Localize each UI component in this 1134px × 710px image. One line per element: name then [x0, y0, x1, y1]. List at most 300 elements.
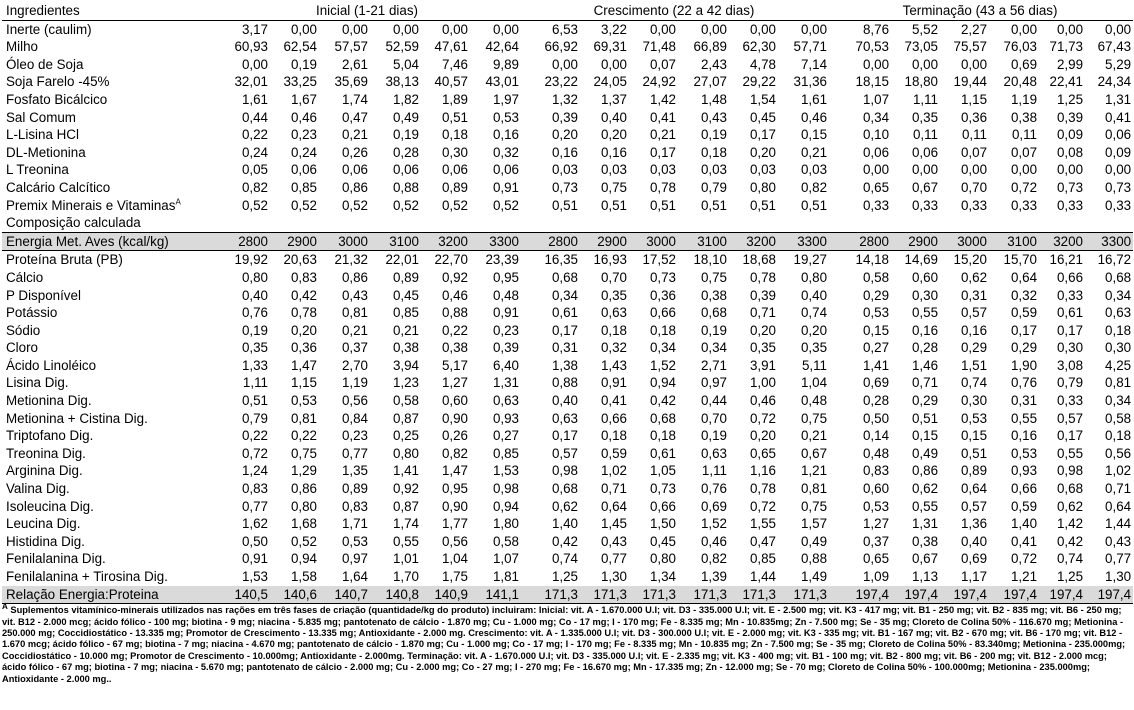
table-cell: 32,01: [234, 74, 268, 90]
table-cell: 0,75: [800, 498, 828, 514]
table-cell: 197,4: [829, 586, 891, 604]
table-cell: 0,40: [960, 533, 988, 549]
table-cell: 0,21: [392, 322, 419, 338]
table-cell: 0,85: [290, 179, 317, 195]
table-cell: 0,29: [960, 340, 988, 356]
composition-title-row: [2, 214, 1133, 232]
row-label: [2, 445, 215, 463]
table-cell: 15,20: [953, 252, 988, 268]
table-cell: 0,37: [862, 533, 890, 549]
table-cell: 0,83: [290, 269, 317, 285]
table-cell: 0,48: [800, 393, 828, 409]
table-cell: 0,00: [551, 56, 578, 72]
table-cell: 0,76: [241, 305, 268, 321]
table-cell: 0,30: [1105, 340, 1132, 356]
table-cell: 0,88: [441, 305, 468, 321]
row-label-text: DL-Metionina: [6, 144, 86, 160]
table-cell: 0,42: [649, 393, 676, 409]
table-cell: 0,00: [1056, 162, 1084, 178]
table-cell: 0,20: [749, 322, 776, 338]
table-cell: 0,69: [700, 498, 727, 514]
row-label-text: Isoleucina Dig.: [6, 498, 94, 514]
table-cell: 0,24: [290, 144, 317, 160]
table-row: [2, 533, 1133, 551]
table-cell: 3100: [370, 232, 421, 251]
table-cell: 1,97: [492, 91, 519, 107]
table-cell: 0,82: [800, 179, 828, 195]
table-cell: 0,62: [1056, 498, 1084, 514]
table-cell: 0,22: [441, 322, 468, 338]
table-cell: 0,74: [551, 551, 578, 567]
table-cell: 0,20: [600, 127, 627, 143]
table-cell: 0,98: [551, 463, 578, 479]
table-cell: 1,15: [960, 91, 988, 107]
table-cell: 0,85: [492, 445, 519, 461]
table-cell: 0,91: [241, 551, 268, 567]
table-cell: 0,06: [492, 162, 519, 178]
table-cell: 0,60: [441, 393, 468, 409]
table-row: [2, 480, 1133, 498]
row-label: [2, 269, 215, 287]
table-cell: 0,57: [551, 445, 578, 461]
table-cell: 66,89: [693, 39, 727, 55]
table-cell: 140,6: [270, 586, 319, 604]
table-cell: 0,74: [1056, 551, 1084, 567]
table-cell: 2900: [270, 232, 319, 251]
row-label: [2, 251, 215, 269]
table-cell: 0,37: [341, 340, 368, 356]
table-cell: 0,16: [960, 322, 988, 338]
table-cell: 0,51: [551, 197, 578, 213]
table-cell: 0,75: [600, 179, 627, 195]
row-label-text: Soja Farelo -45%: [6, 74, 110, 90]
table-cell: 0,11: [912, 127, 939, 143]
table-cell: 2,61: [341, 56, 368, 72]
table-cell: 33,25: [283, 74, 317, 90]
table-cell: 1,40: [551, 516, 578, 532]
table-row: [2, 568, 1133, 586]
table-cell: 0,93: [1010, 463, 1038, 479]
table-cell: 0,86: [290, 481, 317, 497]
table-cell: 0,09: [1056, 127, 1084, 143]
row-label-text: Proteína Bruta (PB): [6, 252, 123, 268]
row-label: [2, 322, 215, 340]
table-cell: 0,60: [911, 269, 939, 285]
row-label: [2, 73, 215, 91]
table-cell: 0,88: [551, 375, 578, 391]
table-cell: 0,30: [960, 393, 988, 409]
table-cell: 0,95: [441, 481, 468, 497]
row-label-text: Treonina Dig.: [6, 445, 86, 461]
table-cell: 0,19: [392, 127, 419, 143]
table-cell: 1,62: [241, 516, 268, 532]
table-cell: 0,38: [1010, 109, 1038, 125]
table-cell: 1,29: [290, 463, 317, 479]
table-cell: 0,35: [600, 287, 627, 303]
table-cell: 40,57: [434, 74, 468, 90]
table-cell: 0,23: [290, 127, 317, 143]
table-cell: 1,48: [700, 91, 727, 107]
table-cell: 0,90: [441, 410, 468, 426]
table-cell: 0,68: [700, 305, 727, 321]
table-cell: 0,51: [241, 393, 268, 409]
table-cell: 1,04: [441, 551, 468, 567]
table-cell: 22,01: [385, 252, 419, 268]
table-cell: 5,29: [1105, 56, 1132, 72]
table-cell: 0,17: [551, 322, 578, 338]
table-cell: 73,05: [904, 39, 939, 55]
row-label-text: Metionina Dig.: [6, 393, 92, 409]
table-cell: 0,68: [551, 269, 578, 285]
table-cell: 0,45: [649, 533, 676, 549]
table-cell: 0,28: [911, 340, 939, 356]
table-cell: 0,51: [749, 197, 776, 213]
table-cell: 0,64: [1105, 498, 1132, 514]
row-label-text: Fosfato Bicálcico: [6, 91, 108, 107]
table-cell: 0,38: [441, 340, 468, 356]
table-cell: 0,62: [551, 498, 578, 514]
table-cell: 0,67: [911, 551, 939, 567]
table-cell: 0,81: [290, 410, 317, 426]
group-header-inicial: Inicial (1-21 dias): [215, 2, 521, 20]
table-cell: 0,65: [862, 179, 890, 195]
table-cell: 0,20: [749, 428, 776, 444]
table-cell: 18,68: [742, 252, 776, 268]
table-cell: 0,33: [960, 197, 988, 213]
table-cell: 0,39: [749, 287, 776, 303]
table-cell: 0,21: [800, 144, 828, 160]
table-cell: 0,29: [911, 393, 939, 409]
table-cell: 0,51: [960, 445, 988, 461]
table-cell: 0,63: [600, 305, 627, 321]
table-cell: 0,21: [649, 127, 676, 143]
row-label: [2, 197, 215, 215]
table-cell: 0,34: [1105, 287, 1132, 303]
table-cell: 0,95: [492, 269, 519, 285]
table-cell: 18,15: [855, 74, 890, 90]
table-cell: 0,81: [800, 481, 828, 497]
table-cell: 0,40: [600, 109, 627, 125]
table-cell: 1,11: [701, 463, 727, 479]
table-cell: 0,25: [392, 428, 419, 444]
table-cell: 0,40: [800, 287, 828, 303]
table-cell: 57,57: [334, 39, 368, 55]
table-cell: 0,46: [800, 109, 828, 125]
table-cell: 0,81: [341, 305, 368, 321]
table-cell: 0,22: [290, 428, 317, 444]
table-cell: 0,53: [960, 410, 988, 426]
table-cell: 0,51: [911, 410, 939, 426]
table-cell: 0,89: [960, 463, 988, 479]
table-cell: 0,82: [700, 551, 727, 567]
table-cell: 1,37: [600, 91, 627, 107]
table-cell: 1,74: [341, 91, 368, 107]
table-cell: 0,09: [1105, 144, 1132, 160]
row-label: [2, 161, 215, 179]
table-cell: 0,16: [911, 322, 939, 338]
table-cell: 0,65: [862, 551, 890, 567]
table-cell: 0,72: [1010, 179, 1038, 195]
table-cell: 0,03: [600, 162, 627, 178]
table-cell: 171,3: [521, 586, 580, 604]
table-cell: 57,71: [793, 39, 828, 55]
table-row: [2, 498, 1133, 516]
table-cell: 0,23: [492, 322, 519, 338]
table-cell: 18,80: [904, 74, 939, 90]
table-cell: 35,69: [334, 74, 368, 90]
table-cell: 0,79: [1056, 375, 1084, 391]
table-cell: 0,43: [341, 287, 368, 303]
row-label: [2, 480, 215, 498]
table-cell: 0,80: [290, 498, 317, 514]
table-cell: 62,54: [283, 39, 317, 55]
table-cell: 0,52: [290, 533, 317, 549]
row-label: [2, 20, 215, 38]
table-cell: 24,34: [1097, 74, 1132, 90]
table-cell: 1,53: [241, 569, 268, 584]
table-cell: 0,73: [1056, 179, 1084, 195]
table-cell: 0,34: [700, 340, 727, 356]
table-cell: 0,72: [749, 498, 776, 514]
table-cell: 0,49: [392, 109, 419, 125]
table-cell: 0,47: [749, 533, 776, 549]
table-cell: 8,76: [862, 21, 890, 37]
row-label: [2, 91, 215, 109]
table-cell: 0,30: [911, 287, 939, 303]
table-cell: 0,00: [1010, 162, 1038, 178]
table-row: [2, 197, 1133, 215]
table-cell: 0,66: [600, 410, 627, 426]
table-cell: 140,7: [319, 586, 370, 604]
table-cell: 14,69: [904, 252, 939, 268]
table-cell: 0,00: [341, 21, 368, 37]
table-cell: 19,44: [953, 74, 988, 90]
table-cell: 1,30: [600, 569, 627, 584]
table-cell: 0,71: [1105, 481, 1132, 497]
row-label-text: Cálcio: [6, 269, 44, 285]
row-label: [2, 515, 215, 533]
table-cell: 0,64: [960, 481, 988, 497]
table-cell: 5,52: [911, 21, 939, 37]
table-row: [2, 322, 1133, 340]
table-cell: 1,38: [551, 357, 578, 373]
table-cell: 6,40: [492, 357, 519, 373]
table-cell: 0,49: [911, 445, 939, 461]
table-cell: 0,76: [700, 481, 727, 497]
table-row: [2, 287, 1133, 305]
table-cell: 0,71: [749, 305, 776, 321]
table-cell: 0,64: [1010, 269, 1038, 285]
table-cell: 0,52: [241, 197, 268, 213]
table-cell: 0,58: [1105, 410, 1132, 426]
footnote-marker: A: [175, 197, 181, 207]
table-cell: 3000: [629, 232, 678, 251]
table-cell: 0,98: [492, 481, 519, 497]
table-cell: 1,39: [700, 569, 727, 584]
table-row: [2, 161, 1133, 179]
table-cell: 1,42: [649, 91, 676, 107]
table-cell: 0,47: [341, 109, 368, 125]
table-cell: 0,38: [392, 340, 419, 356]
row-label-text: Cloro: [6, 340, 38, 356]
table-cell: 15,70: [1003, 252, 1038, 268]
table-cell: 0,80: [649, 551, 676, 567]
table-cell: 0,40: [241, 287, 268, 303]
group-header-terminacao: Terminação (43 a 56 dias): [829, 2, 1133, 20]
table-row: [2, 357, 1133, 375]
table-cell: 1,51: [960, 357, 988, 373]
table-cell: 1,58: [290, 569, 317, 584]
table-cell: 0,73: [649, 269, 676, 285]
table-cell: 0,80: [392, 445, 419, 461]
table-cell: 1,21: [800, 463, 828, 479]
table-cell: 0,91: [492, 179, 519, 195]
table-cell: 1,02: [1105, 463, 1132, 479]
table-cell: 1,50: [649, 516, 676, 532]
table-cell: 0,20: [290, 322, 317, 338]
table-cell: 1,35: [341, 463, 368, 479]
table-cell: 0,18: [1105, 428, 1132, 444]
table-cell: 0,55: [1010, 410, 1038, 426]
table-cell: 0,11: [961, 127, 988, 143]
table-cell: 0,86: [911, 463, 939, 479]
table-cell: 0,69: [960, 551, 988, 567]
table-cell: 0,89: [392, 269, 419, 285]
table-cell: 1,49: [800, 569, 828, 584]
table-cell: 0,52: [290, 197, 317, 213]
table-cell: 1,68: [290, 516, 317, 532]
table-cell: 0,68: [649, 410, 676, 426]
table-cell: 0,64: [600, 498, 627, 514]
table-cell: 0,00: [960, 162, 988, 178]
table-cell: 0,21: [341, 127, 368, 143]
table-cell: 0,87: [392, 410, 419, 426]
table-cell: 0,77: [241, 498, 268, 514]
table-cell: 0,28: [392, 144, 419, 160]
table-cell: 0,78: [749, 481, 776, 497]
table-cell: 0,17: [649, 144, 676, 160]
table-cell: 0,59: [600, 445, 627, 461]
table-cell: 1,57: [800, 516, 828, 532]
row-label: [2, 179, 215, 197]
table-cell: 1,00: [749, 375, 776, 391]
table-cell: 0,55: [911, 498, 939, 514]
table-row: [2, 427, 1133, 445]
table-cell: 0,68: [1056, 481, 1084, 497]
table-cell: 1,80: [492, 516, 519, 532]
table-cell: 0,42: [1056, 533, 1084, 549]
ingredients-header: Ingredientes: [2, 2, 215, 20]
table-cell: 0,42: [551, 533, 578, 549]
table-cell: 0,36: [649, 287, 676, 303]
table-cell: 0,57: [960, 305, 988, 321]
table-cell: 0,80: [800, 269, 828, 285]
table-cell: 1,02: [600, 463, 627, 479]
table-cell: 0,00: [800, 21, 828, 37]
table-cell: 2,99: [1056, 56, 1084, 72]
table-cell: 140,8: [370, 586, 421, 604]
table-cell: 0,77: [341, 445, 368, 461]
table-cell: 0,66: [1010, 481, 1038, 497]
table-cell: 75,57: [953, 39, 988, 55]
table-cell: 0,42: [290, 287, 317, 303]
table-cell: 0,74: [960, 375, 988, 391]
row-label-text: L-Lisina HCl: [6, 127, 79, 143]
table-cell: 1,47: [441, 463, 468, 479]
table-cell: 1,19: [1010, 91, 1038, 107]
table-cell: 70,53: [855, 39, 890, 55]
table-cell: 0,00: [960, 56, 988, 72]
table-cell: 0,57: [1056, 410, 1084, 426]
table-cell: 0,33: [1010, 197, 1038, 213]
table-cell: 0,31: [960, 287, 988, 303]
table-cell: 0,06: [392, 162, 419, 178]
row-label: [2, 126, 215, 144]
table-cell: 1,07: [862, 91, 890, 107]
table-cell: 3200: [1039, 232, 1085, 251]
table-cell: 0,74: [800, 305, 828, 321]
table-cell: 3,17: [241, 21, 268, 37]
table-cell: 0,32: [600, 340, 627, 356]
table-cell: 0,51: [649, 197, 676, 213]
table-cell: 66,92: [544, 39, 578, 55]
table-cell: 0,52: [441, 197, 468, 213]
table-cell: 0,51: [700, 197, 727, 213]
table-cell: 1,19: [341, 375, 368, 391]
table-cell: 0,94: [290, 551, 317, 567]
table-cell: 1,67: [290, 91, 317, 107]
table-cell: 0,19: [700, 322, 727, 338]
table-cell: 0,56: [341, 393, 368, 409]
table-cell: 3,08: [1056, 357, 1084, 373]
table-cell: 1,05: [649, 463, 676, 479]
table-cell: 42,64: [485, 39, 519, 55]
row-label: [2, 427, 215, 445]
table-cell: 62,30: [742, 39, 776, 55]
table-cell: 0,41: [649, 109, 676, 125]
table-cell: 0,06: [441, 162, 468, 178]
table-cell: 19,27: [793, 252, 828, 268]
table-cell: 1,31: [492, 375, 519, 391]
table-cell: 0,53: [862, 498, 890, 514]
table-cell: 71,48: [642, 39, 676, 55]
table-row: [2, 462, 1133, 480]
row-label: [2, 586, 215, 604]
table-cell: 1,07: [492, 551, 519, 567]
table-cell: 0,94: [649, 375, 676, 391]
table-row: [2, 20, 1133, 38]
table-cell: 0,53: [1010, 445, 1038, 461]
table-cell: 0,51: [600, 197, 627, 213]
table-cell: 0,82: [241, 179, 268, 195]
table-row: [2, 304, 1133, 322]
table-cell: 0,41: [1105, 109, 1132, 125]
table-cell: 1,89: [441, 91, 468, 107]
table-cell: 0,68: [551, 481, 578, 497]
table-cell: 0,18: [700, 144, 727, 160]
table-cell: 2900: [580, 232, 629, 251]
table-cell: 0,46: [749, 393, 776, 409]
table-cell: 0,65: [749, 445, 776, 461]
table-cell: 18,10: [693, 252, 727, 268]
table-cell: 0,56: [441, 533, 468, 549]
table-cell: 1,16: [749, 463, 776, 479]
table-cell: 1,70: [392, 569, 419, 584]
table-cell: 0,59: [1010, 498, 1038, 514]
table-cell: 0,05: [241, 162, 268, 178]
table-cell: 1,81: [492, 569, 519, 584]
table-cell: 0,39: [492, 340, 519, 356]
